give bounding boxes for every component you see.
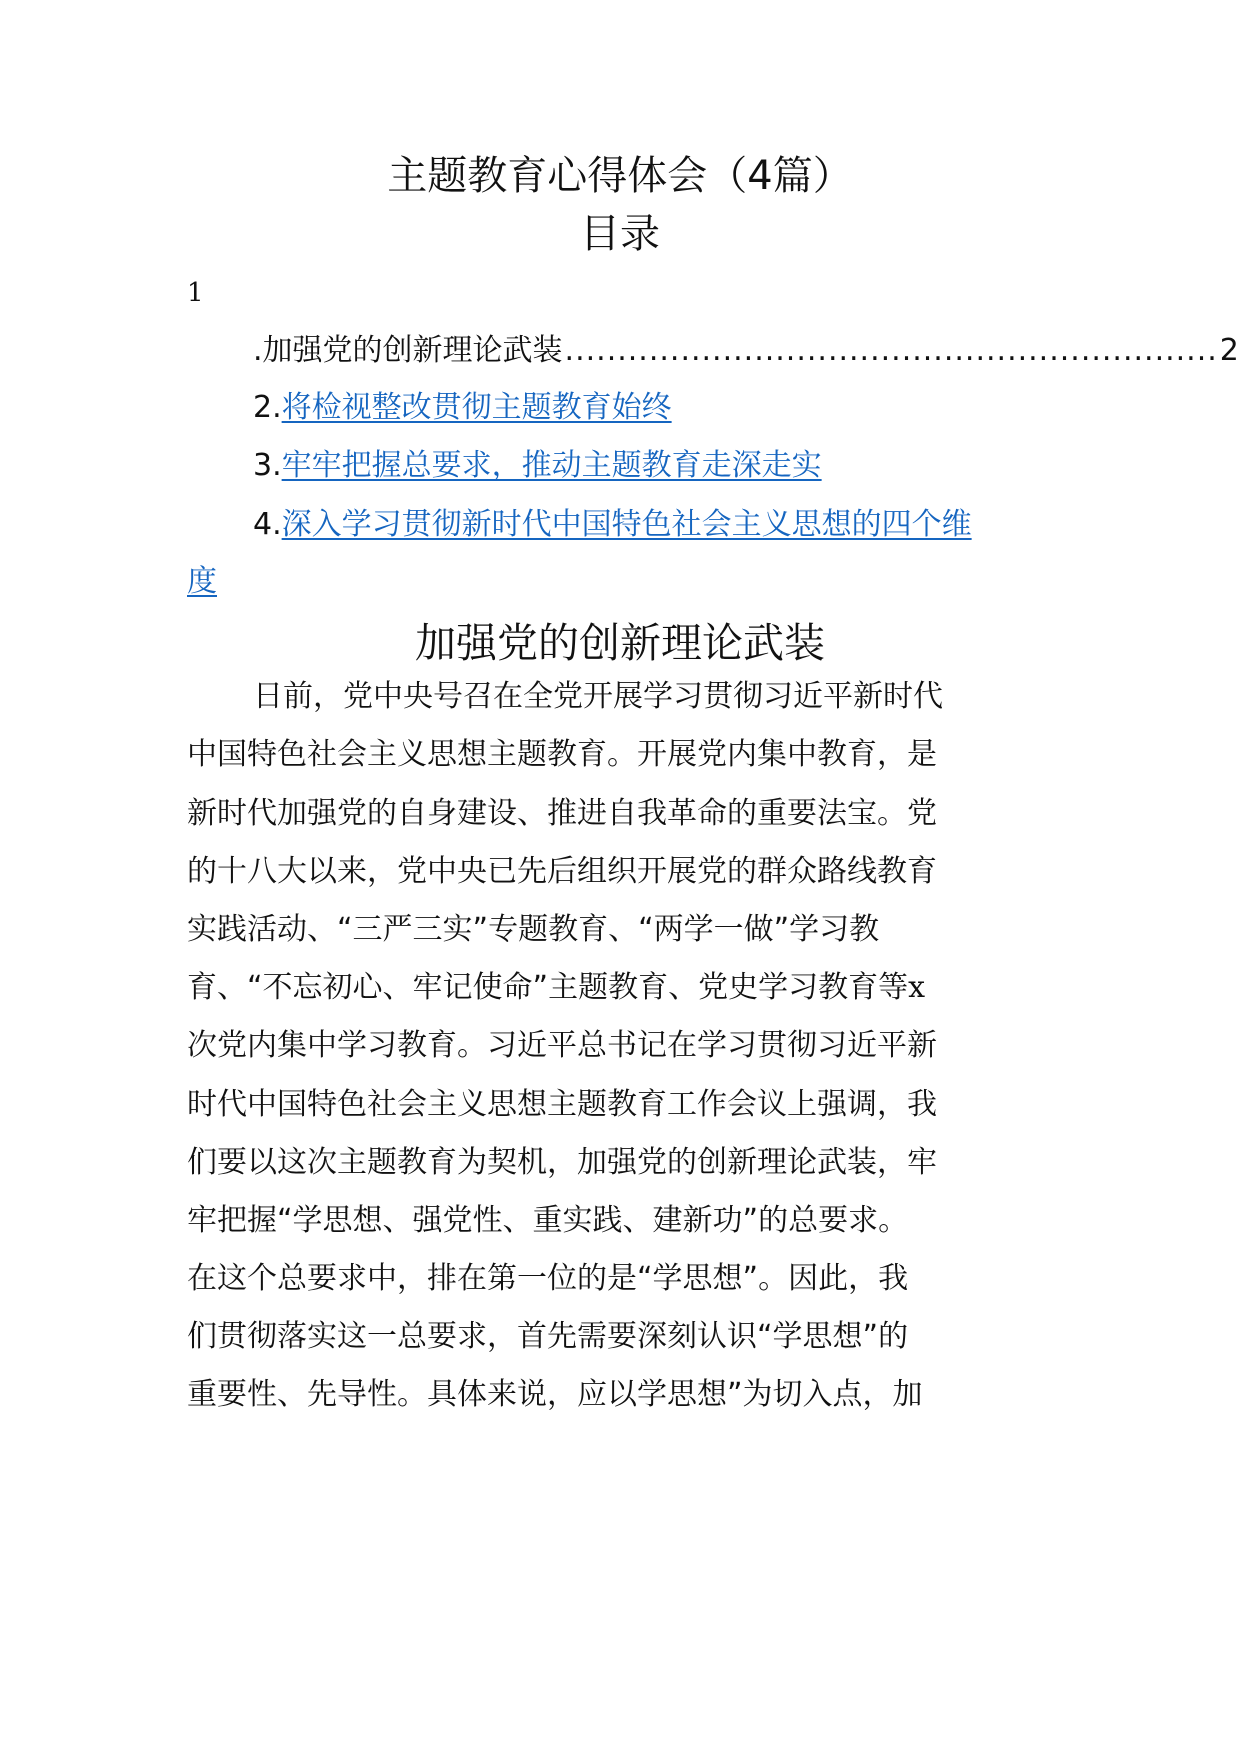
toc-entry-4 (253, 505, 972, 545)
body-line-6 (187, 968, 1054, 1008)
body-line-10: 牢把握“学思想、强党性、重实践、建新功”的总要求。 (187, 1203, 909, 1238)
body-line-1: 日前，党中央号召在全党开展学习贯彻习近平新时代 (253, 679, 943, 714)
toc-leader-dots: .............................................................. (564, 333, 1218, 368)
toc-entry-4-continuation (187, 562, 217, 602)
section-title: 加强党的创新理论武装 (415, 619, 825, 667)
toc-entry-4-link[interactable]: 深入学习贯彻新时代中国特色社会主义思想的四个维 (281, 507, 972, 542)
body-line-11: 在这个总要求中，排在第一位的是“学思想”。因此，我 (187, 1261, 909, 1296)
toc-entry-3 (253, 446, 822, 486)
toc-entry-2-link[interactable]: 将检视整改贯彻主题教育始终 (281, 390, 672, 425)
toc-entry-1-page: 2 (1219, 333, 1239, 368)
toc-entry-3-link[interactable]: 牢牢把握总要求，推动主题教育走深走实 (281, 448, 822, 483)
body-line-7: 次党内集中学习教育。习近平总书记在学习贯彻习近平新 (187, 1028, 937, 1063)
body-line-6-text: 育、“不忘初心、牢记使命”主题教育、党史学习教育等 (187, 970, 909, 1005)
toc-entry-1[interactable] (253, 331, 1239, 371)
body-line-9: 们要以这次主题教育为契机，加强党的创新理论武装，牢 (187, 1145, 937, 1180)
toc-entry-4-link-continuation[interactable]: 度 (187, 564, 217, 599)
toc-entry-4-number: 4. (253, 507, 282, 542)
toc-entry-1-label: .加强党的创新理论武装 (253, 333, 563, 368)
toc-entry-2 (253, 388, 672, 428)
toc-number: 1 (187, 278, 204, 308)
body-line-12: 们贯彻落实这一总要求，首先需要深刻认识“学思想”的 (187, 1319, 909, 1354)
body-line-2: 中国特色社会主义思想主题教育。开展党内集中教育，是 (187, 737, 937, 772)
body-line-4: 的十八大以来，党中央已先后组织开展党的群众路线教育 (187, 854, 937, 889)
body-line-13: 重要性、先导性。具体来说，应以学思想”为切入点，加 (187, 1377, 923, 1412)
toc-heading: 目录 (580, 211, 660, 257)
body-line-6-suffix: x (908, 970, 926, 1005)
toc-entry-2-number: 2. (253, 390, 282, 425)
body-line-3: 新时代加强党的自身建设、推进自我革命的重要法宝。党 (187, 796, 937, 831)
document-title: 主题教育心得体会（4篇） (387, 153, 853, 199)
body-line-8: 时代中国特色社会主义思想主题教育工作会议上强调，我 (187, 1087, 937, 1122)
toc-entry-3-number: 3. (253, 448, 282, 483)
body-line-5: 实践活动、“三严三实”专题教育、“两学一做”学习教 (187, 912, 880, 947)
